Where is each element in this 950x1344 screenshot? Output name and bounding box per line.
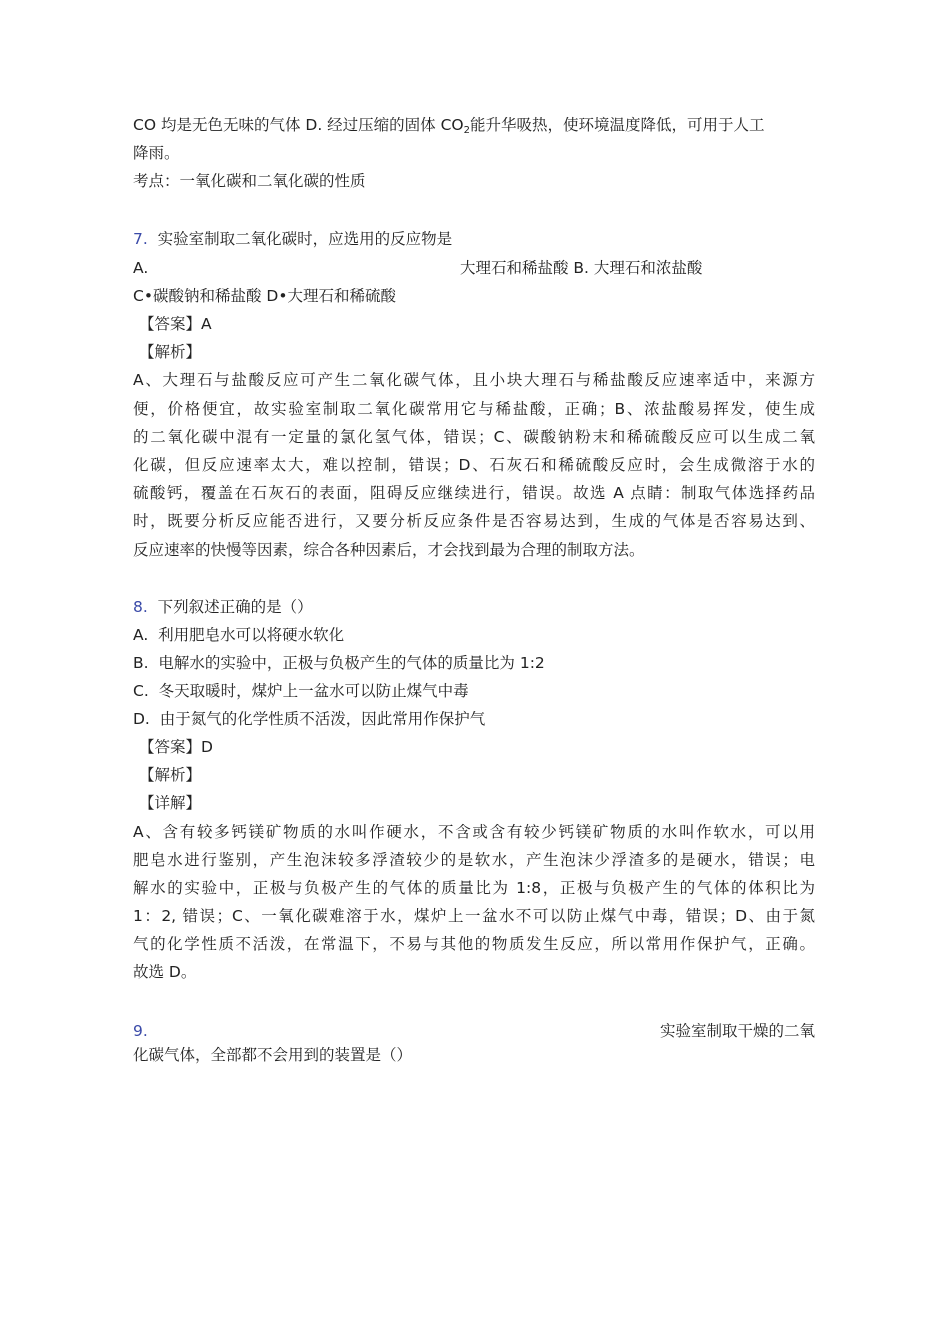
- q7-analysis-line: A、大理石与盐酸反应可产生二氧化碳气体，且小块大理石与稀盐酸反应速率适中，来源方: [133, 371, 815, 389]
- q7-analysis-line: 反应速率的快慢等因素，综合各种因素后，才会找到最为合理的制取方法。: [133, 541, 645, 559]
- q9-stem-line: [133, 1021, 815, 1041]
- q7-options-ab: [133, 258, 815, 278]
- q8-stem-line: [133, 597, 313, 617]
- q9-number: 9.: [133, 1022, 148, 1040]
- q8-option-d: D. 由于氮气的化学性质不活泼，因此常用作保护气: [133, 710, 486, 728]
- q8-detail-line: 解水的实验中，正极与负极产生的气体的质量比为 1:8，正极与负极产生的气体的体积比为: [133, 879, 815, 897]
- q7-analysis-line: 的二氧化碳中混有一定量的氯化氢气体，错误；C、碳酸钠粉末和稀硫酸反应可以生成二氧: [133, 428, 815, 446]
- q7-stem: 实验室制取二氧化碳时，应选用的反应物是: [157, 230, 453, 248]
- q8-detail-line: 1：2, 错误；C、一氧化碳难溶于水，煤炉上一盆水不可以防止煤气中毒，错误；D、由于氮: [133, 907, 815, 925]
- q9-stem-line2: 化碳气体，全部都不会用到的装置是（）: [133, 1046, 413, 1064]
- q6-tail-line2: 降雨。: [133, 144, 180, 162]
- q8-detail-line: A、含有较多钙镁矿物质的水叫作硬水，不含或含有较少钙镁矿物质的水叫作软水，可以用: [133, 823, 815, 841]
- q8-option-b: B. 电解水的实验中，正极与负极产生的气体的质量比为 1:2: [133, 654, 545, 672]
- q7-option-a-label: A.: [133, 259, 149, 277]
- q7-analysis-line: 时，既要分析反应能否进行，又要分析反应条件是否容易达到，生成的气体是否容易达到、: [133, 512, 815, 530]
- q7-analysis-line: 便，价格便宜，故实验室制取二氧化碳常用它与稀盐酸，正确；B、浓盐酸易挥发，使生成: [133, 400, 815, 418]
- q7-analysis-line: 化碳，但反应速率太大，难以控制，错误；D、石灰石和稀硫酸反应时，会生成微溶于水的: [133, 456, 815, 474]
- q6-tail-line1: CO 均是无色无味的气体 D. 经过压缩的固体 $CO_2$能升华吸热，使环境温度降低，可用于人工: [133, 116, 765, 136]
- q7-options-cd: C•碳酸钠和稀盐酸 D•大理石和稀硫酸: [133, 287, 396, 305]
- q8-stem: 下列叙述正确的是（）: [157, 598, 313, 616]
- q9-stem-right: 实验室制取干燥的二氧: [659, 1022, 815, 1040]
- q7-stem-line: [133, 229, 452, 249]
- q8-number: 8.: [133, 598, 148, 616]
- q6-kaodian: 考点：一氧化碳和二氧化碳的性质: [133, 172, 366, 190]
- q8-detail-line: 气的化学性质不活泼，在常温下，不易与其他的物质发生反应，所以常用作保护气，正确。: [133, 935, 815, 953]
- q8-option-a: A. 利用肥皂水可以将硬水软化: [133, 626, 345, 644]
- q8-detail-line: 肥皂水进行鉴别，产生泡沫较多浮渣较少的是软水，产生泡沫少浮渣多的是硬水，错误；电: [133, 851, 815, 869]
- q7-options-ab-text: 大理石和稀盐酸 B. 大理石和浓盐酸: [460, 259, 703, 277]
- q7-number: 7.: [133, 230, 148, 248]
- q8-detail-line: 故选 D。: [133, 963, 197, 981]
- q8-option-c: C. 冬天取暖时，煤炉上一盆水可以防止煤气中毒: [133, 682, 469, 700]
- q7-analysis-line: 硫酸钙，覆盖在石灰石的表面，阻碍反应继续进行，错误。故选 A 点睛：制取气体选择药品: [133, 484, 815, 502]
